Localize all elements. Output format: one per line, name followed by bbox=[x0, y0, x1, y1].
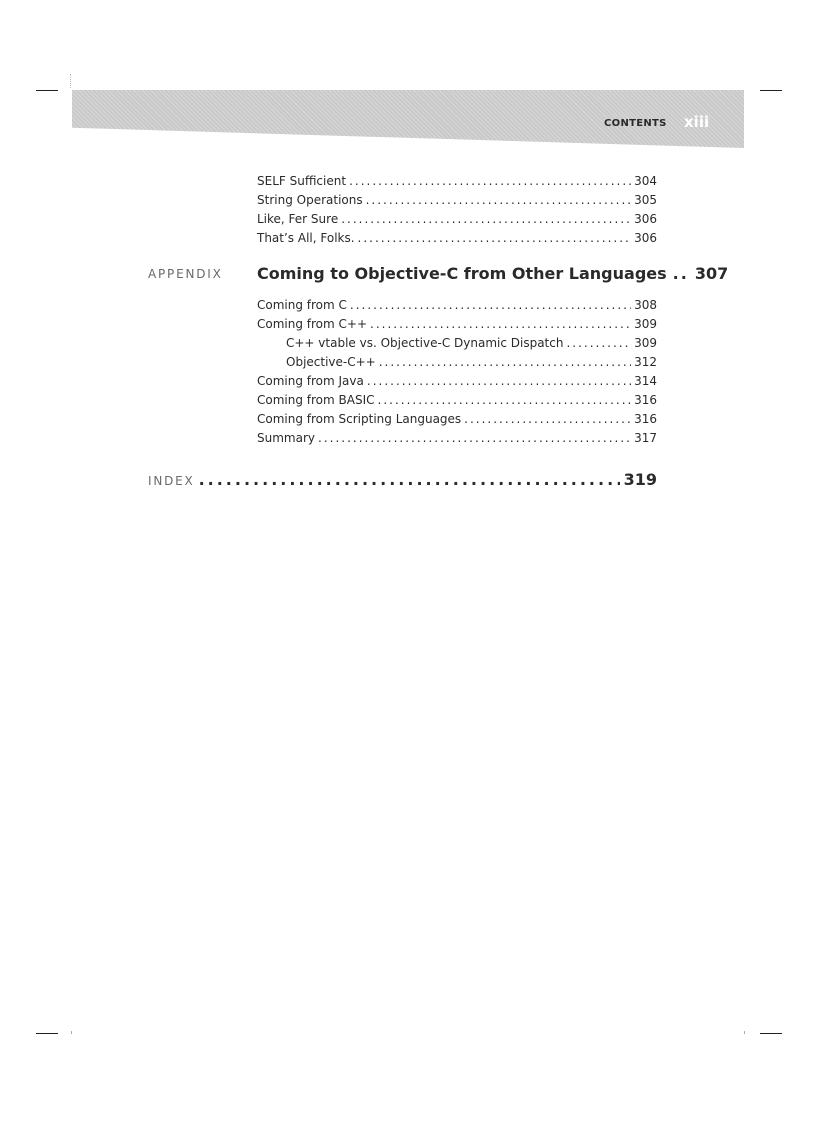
leader-dots bbox=[566, 334, 631, 353]
appendix-page: 307 bbox=[694, 264, 729, 283]
toc-subentry bbox=[286, 334, 657, 353]
index-leader-dots bbox=[199, 470, 620, 489]
crop-tick-bottom-left bbox=[71, 1031, 72, 1034]
toc-entry bbox=[257, 391, 657, 410]
leader-dots bbox=[341, 210, 631, 229]
toc-entry-title: Coming from Java bbox=[257, 374, 364, 388]
crop-mark-top-left bbox=[36, 90, 58, 91]
crop-mark-bottom-right bbox=[760, 1033, 782, 1034]
toc-entry-page: 308 bbox=[634, 298, 657, 312]
toc-entry-page: 314 bbox=[634, 374, 657, 388]
toc-entry-title: That’s All, Folks. bbox=[257, 231, 355, 245]
toc-entry-page: 306 bbox=[634, 231, 657, 245]
toc-entry-title: Coming from C++ bbox=[257, 317, 368, 331]
toc-entry-page: 309 bbox=[634, 317, 657, 331]
toc-entry bbox=[257, 372, 657, 391]
toc-entry bbox=[257, 191, 657, 210]
toc-entry bbox=[257, 296, 657, 315]
registration-line bbox=[70, 74, 72, 88]
appendix-label: APPENDIX bbox=[148, 267, 223, 281]
toc-entry-title: String Operations bbox=[257, 193, 363, 207]
toc-entry-page: 309 bbox=[634, 336, 657, 350]
index-page: 319 bbox=[623, 470, 657, 489]
index-label: INDEX bbox=[148, 474, 195, 488]
appendix-title-row bbox=[257, 264, 729, 283]
leader-dots bbox=[464, 410, 631, 429]
appendix-title: Coming to Objective-C from Other Languages bbox=[257, 264, 667, 283]
leader-dots bbox=[349, 172, 631, 191]
toc-entry-title: Like, Fer Sure bbox=[257, 212, 339, 226]
toc-entry-page: 316 bbox=[634, 412, 657, 426]
toc-entry-page: 305 bbox=[634, 193, 657, 207]
leader-dots bbox=[370, 315, 631, 334]
toc-entry-title: Objective-C++ bbox=[286, 355, 376, 369]
leader-dots bbox=[367, 372, 631, 391]
toc-entry-title: Summary bbox=[257, 431, 315, 445]
leader-dots bbox=[358, 229, 632, 248]
running-header-page-number: xiii bbox=[684, 113, 710, 131]
crop-tick-bottom-right bbox=[744, 1031, 745, 1034]
toc-entry bbox=[257, 315, 657, 334]
toc-entry-page: 316 bbox=[634, 393, 657, 407]
crop-mark-top-right bbox=[760, 90, 782, 91]
toc-entry-title: Coming from C bbox=[257, 298, 347, 312]
leader-dots bbox=[350, 296, 631, 315]
toc-entry-title: Coming from Scripting Languages bbox=[257, 412, 462, 426]
leader-dots bbox=[318, 429, 631, 448]
toc-entry-title: C++ vtable vs. Objective-C Dynamic Dispatch bbox=[286, 336, 564, 350]
running-header-label: CONTENTS bbox=[604, 118, 667, 129]
toc-entry-page: 312 bbox=[634, 355, 657, 369]
toc-entry-title: SELF Sufficient bbox=[257, 174, 347, 188]
toc-entry-page: 317 bbox=[634, 431, 657, 445]
appendix-leader-dots: .. bbox=[672, 264, 689, 283]
leader-dots bbox=[379, 353, 631, 372]
toc-entry bbox=[257, 229, 657, 248]
toc-entry bbox=[257, 172, 657, 191]
toc-entry-page: 306 bbox=[634, 212, 657, 226]
toc-entry bbox=[257, 210, 657, 229]
toc-entry bbox=[257, 429, 657, 448]
toc-entry bbox=[257, 410, 657, 429]
leader-dots bbox=[378, 391, 632, 410]
toc-entry-title: Coming from BASIC bbox=[257, 393, 375, 407]
leader-dots bbox=[366, 191, 631, 210]
toc-entry-page: 304 bbox=[634, 174, 657, 188]
crop-mark-bottom-left bbox=[36, 1033, 58, 1034]
toc-subentry bbox=[286, 353, 657, 372]
index-row bbox=[148, 470, 657, 489]
